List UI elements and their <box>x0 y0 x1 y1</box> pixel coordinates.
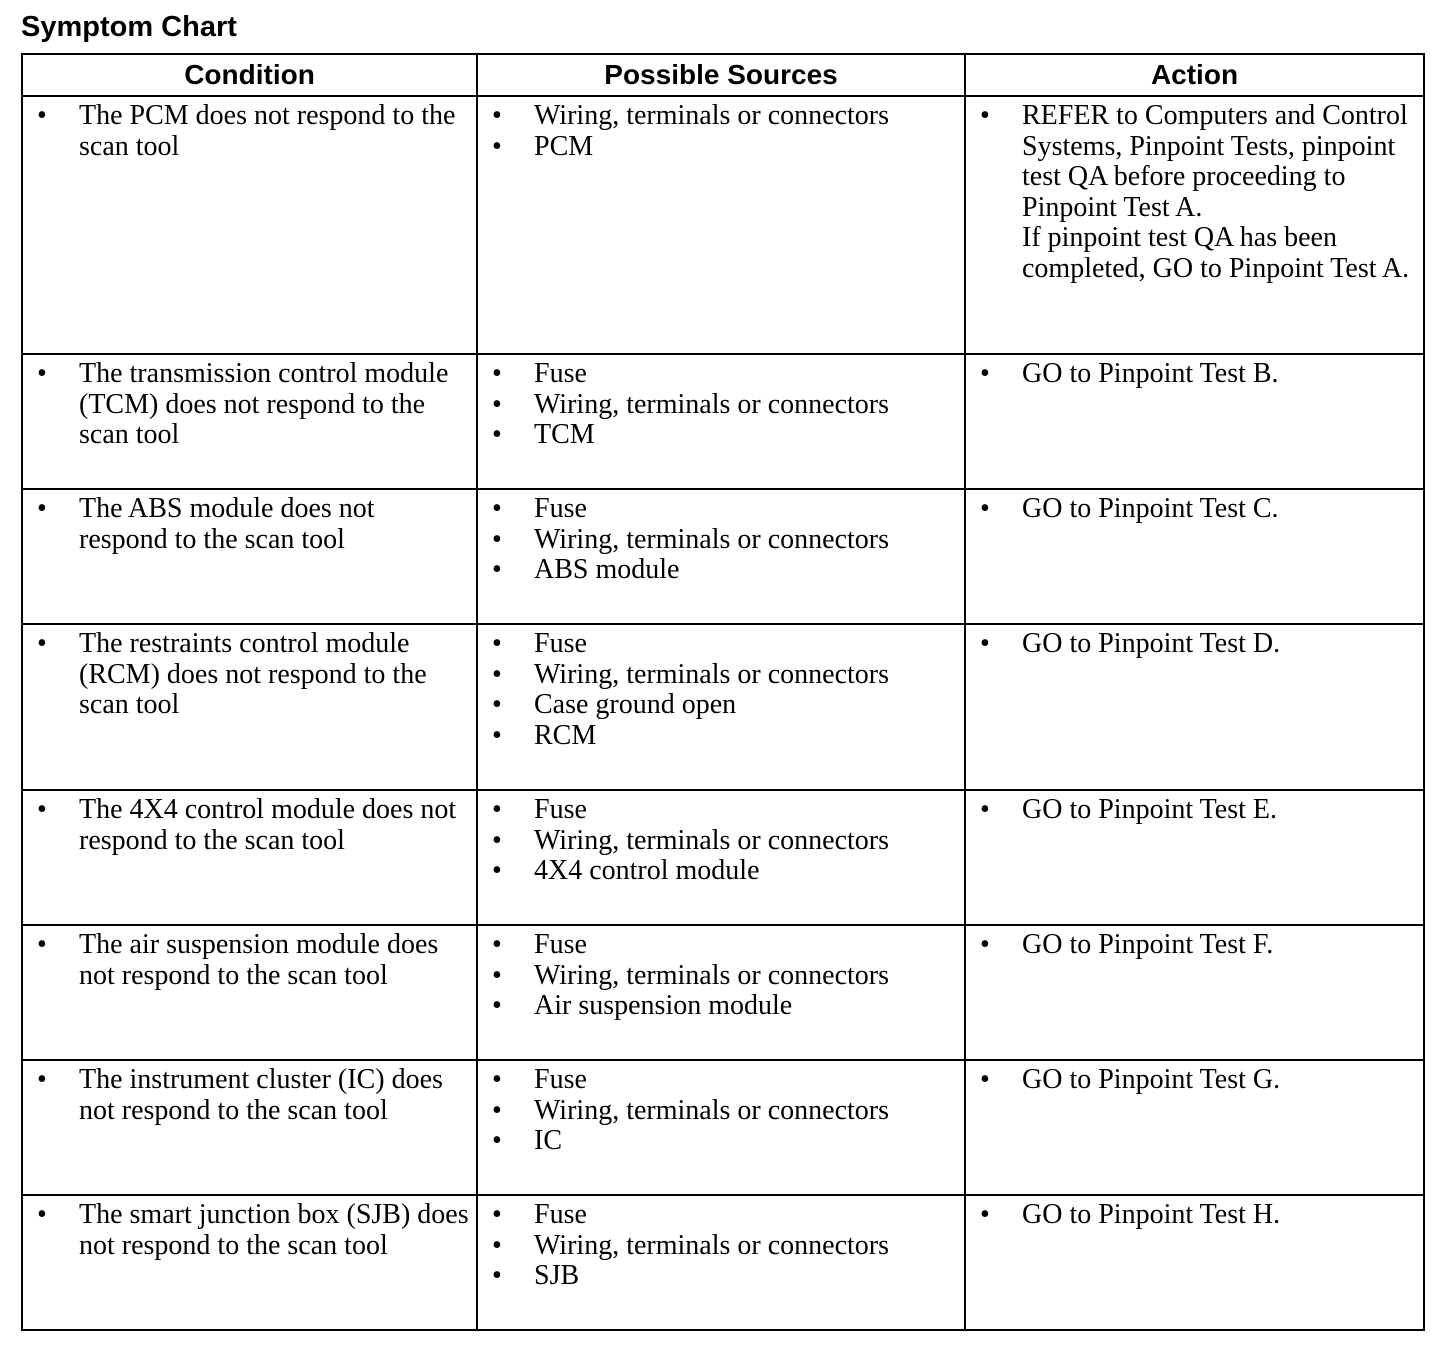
action-cell <box>965 354 1424 489</box>
action-text: • GO to Pinpoint Test G. <box>974 1065 1417 1096</box>
source-item: • Fuse <box>486 930 958 961</box>
action-text: • GO to Pinpoint Test B. <box>974 359 1417 390</box>
action-text: • GO to Pinpoint Test E. <box>974 795 1417 826</box>
condition-text: • The smart junction box (SJB) does not respond to the scan tool <box>31 1200 470 1261</box>
source-item: • Fuse <box>486 1065 958 1096</box>
source-item: • PCM <box>486 132 958 163</box>
source-item: • Fuse <box>486 494 958 525</box>
condition-cell <box>22 1060 477 1195</box>
source-item: • TCM <box>486 420 958 451</box>
sources-cell <box>477 1195 965 1330</box>
sources-cell <box>477 790 965 925</box>
condition-text: • The ABS module does not respond to the scan tool <box>31 494 470 555</box>
source-item: • SJB <box>486 1261 958 1292</box>
action-cell <box>965 1195 1424 1330</box>
table-row <box>22 1060 1424 1195</box>
sources-cell <box>477 624 965 790</box>
condition-cell <box>22 489 477 624</box>
symptom-table <box>21 53 1425 1331</box>
action-text: • GO to Pinpoint Test F. <box>974 930 1417 961</box>
source-item: • ABS module <box>486 555 958 586</box>
sources-cell <box>477 96 965 354</box>
source-item: • Fuse <box>486 795 958 826</box>
source-item: • Wiring, terminals or connectors <box>486 961 958 992</box>
action-cell <box>965 790 1424 925</box>
source-item: • Wiring, terminals or connectors <box>486 826 958 857</box>
source-item: • Wiring, terminals or connectors <box>486 1096 958 1127</box>
source-item: • Fuse <box>486 629 958 660</box>
condition-cell <box>22 96 477 354</box>
header-row <box>22 54 1424 96</box>
header-action: Action <box>965 54 1424 96</box>
table-row <box>22 489 1424 624</box>
condition-text: • The transmission control module (TCM) does not respond to the scan tool <box>31 359 470 451</box>
sources-cell <box>477 489 965 624</box>
action-text: • REFER to Computers and Control Systems, Pinpoint Tests, pinpoint test QA before proceeding to Pinpoint Test A. If pinpoint test QA has been completed, GO to Pinpoint Test A. <box>974 101 1417 285</box>
source-item: • Wiring, terminals or connectors <box>486 101 958 132</box>
source-item: • Wiring, terminals or connectors <box>486 1231 958 1262</box>
sources-cell <box>477 354 965 489</box>
source-item: • Wiring, terminals or connectors <box>486 525 958 556</box>
table-row <box>22 790 1424 925</box>
source-item: • Fuse <box>486 1200 958 1231</box>
source-item: • 4X4 control module <box>486 856 958 887</box>
condition-text: • The instrument cluster (IC) does not respond to the scan tool <box>31 1065 470 1126</box>
condition-cell <box>22 354 477 489</box>
action-text: • GO to Pinpoint Test C. <box>974 494 1417 525</box>
source-item: • Wiring, terminals or connectors <box>486 390 958 421</box>
action-text: • GO to Pinpoint Test H. <box>974 1200 1417 1231</box>
source-item: • Case ground open <box>486 690 958 721</box>
sources-cell <box>477 925 965 1060</box>
header-possible-sources: Possible Sources <box>477 54 965 96</box>
table-row <box>22 354 1424 489</box>
source-item: • Air suspension module <box>486 991 958 1022</box>
condition-text: • The restraints control module (RCM) does not respond to the scan tool <box>31 629 470 721</box>
action-cell <box>965 1060 1424 1195</box>
table-row <box>22 925 1424 1060</box>
condition-cell <box>22 790 477 925</box>
header-condition: Condition <box>22 54 477 96</box>
source-item: • Wiring, terminals or connectors <box>486 660 958 691</box>
condition-cell <box>22 925 477 1060</box>
action-cell <box>965 925 1424 1060</box>
condition-cell <box>22 1195 477 1330</box>
action-cell <box>965 96 1424 354</box>
table-row <box>22 624 1424 790</box>
source-item: • Fuse <box>486 359 958 390</box>
source-item: • IC <box>486 1126 958 1157</box>
action-text: • GO to Pinpoint Test D. <box>974 629 1417 660</box>
source-item: • RCM <box>486 721 958 752</box>
condition-text: • The 4X4 control module does not respond to the scan tool <box>31 795 470 856</box>
condition-text: • The PCM does not respond to the scan tool <box>31 101 470 162</box>
page-title: Symptom Chart <box>21 11 237 43</box>
action-cell <box>965 624 1424 790</box>
condition-cell <box>22 624 477 790</box>
table-row <box>22 96 1424 354</box>
table-row <box>22 1195 1424 1330</box>
action-cell <box>965 489 1424 624</box>
condition-text: • The air suspension module does not respond to the scan tool <box>31 930 470 991</box>
sources-cell <box>477 1060 965 1195</box>
